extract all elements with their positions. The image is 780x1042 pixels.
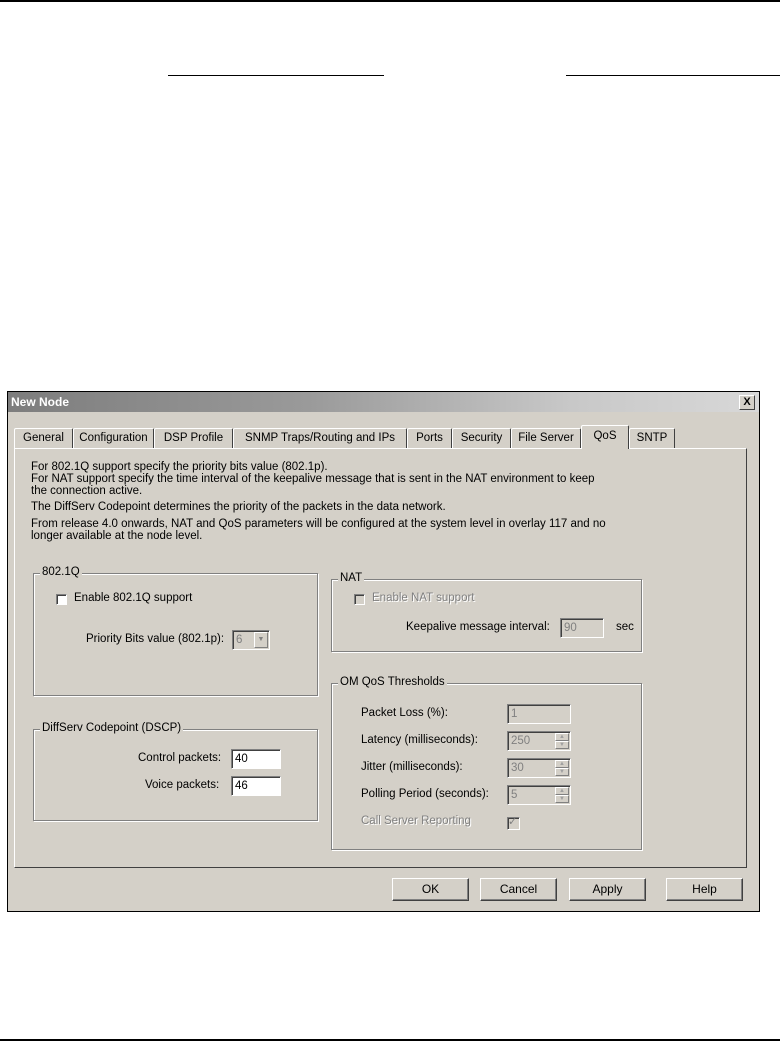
polling-spin-buttons[interactable]: ▲ ▼: [555, 787, 569, 803]
latency-value: 250: [511, 735, 531, 747]
cancel-button[interactable]: Cancel: [480, 878, 557, 901]
description-line-3: the connection active.: [31, 485, 143, 497]
priority-bits-label: Priority Bits value (802.1p):: [86, 633, 225, 645]
polling-period-spinner[interactable]: [507, 785, 571, 805]
dialog-title: New Node: [11, 395, 70, 409]
description-line-4: The DiffServ Codepoint determines the priority of the packets in the data network.: [31, 501, 446, 513]
enable-dot1q-label[interactable]: Enable 802.1Q support: [74, 592, 193, 604]
keepalive-unit: sec: [616, 621, 634, 633]
tab-configuration[interactable]: Configuration: [73, 428, 154, 448]
om-qos-group: [331, 676, 642, 850]
voice-packets-value: 46: [235, 780, 248, 792]
header-line-right: [566, 75, 780, 76]
tab-ports[interactable]: Ports: [407, 428, 452, 448]
tab-snmp-traps-routing[interactable]: SNMP Traps/Routing and IPs: [233, 428, 407, 448]
keepalive-label: Keepalive message interval:: [406, 621, 550, 633]
dot1q-legend: 802.1Q: [42, 566, 80, 578]
enable-nat-checkbox[interactable]: [354, 594, 365, 605]
voice-packets-label: Voice packets:: [145, 779, 220, 791]
top-rule: [0, 0, 780, 2]
jitter-label: Jitter (milliseconds):: [361, 761, 463, 773]
priority-bits-select[interactable]: [232, 630, 270, 650]
apply-button[interactable]: Apply: [569, 878, 646, 901]
enable-nat-label: Enable NAT support: [372, 592, 475, 604]
description-line-2: For NAT support specify the time interval of the keepalive message that is sent in the NAT environment to keep: [31, 473, 595, 485]
tab-file-server[interactable]: File Server: [511, 428, 581, 448]
latency-spinner[interactable]: [507, 731, 571, 751]
keepalive-input[interactable]: [560, 618, 604, 638]
ok-button[interactable]: OK: [392, 878, 469, 901]
chevron-down-icon[interactable]: ▼: [254, 632, 268, 648]
tab-security[interactable]: Security: [452, 428, 511, 448]
jitter-value: 30: [511, 762, 524, 774]
tab-general[interactable]: General: [14, 428, 73, 448]
tab-dsp-profile[interactable]: DSP Profile: [154, 428, 233, 448]
priority-bits-value: 6: [236, 634, 243, 646]
close-button[interactable]: X: [739, 395, 755, 410]
polling-period-value: 5: [511, 789, 518, 801]
packet-loss-input[interactable]: [507, 704, 571, 724]
tab-qos[interactable]: QoS: [581, 425, 629, 449]
call-server-reporting-checkbox[interactable]: [507, 817, 520, 830]
packet-loss-value: 1: [511, 708, 518, 720]
control-packets-value: 40: [235, 753, 248, 765]
latency-label: Latency (milliseconds):: [361, 734, 478, 746]
voice-packets-input[interactable]: [231, 776, 281, 796]
jitter-spin-buttons[interactable]: ▲ ▼: [555, 760, 569, 776]
description-line-5: From release 4.0 onwards, NAT and QoS parameters will be configured at the system level in overlay 117 and no: [31, 518, 606, 530]
header-line-left: [168, 75, 384, 76]
new-node-dialog: [7, 391, 760, 912]
om-qos-legend: OM QoS Thresholds: [340, 676, 445, 688]
help-button[interactable]: Help: [666, 878, 743, 901]
dot1q-group: [33, 566, 318, 696]
checkmark-icon: ✓: [508, 816, 518, 828]
title-bar[interactable]: [8, 392, 759, 412]
qos-panel: [14, 448, 747, 868]
control-packets-label: Control packets:: [138, 752, 222, 764]
tab-sntp[interactable]: SNTP: [629, 428, 675, 448]
packet-loss-label: Packet Loss (%):: [361, 707, 448, 719]
latency-spin-buttons[interactable]: ▲ ▼: [555, 733, 569, 749]
nat-legend: NAT: [340, 572, 363, 584]
control-packets-input[interactable]: [231, 749, 281, 769]
enable-dot1q-checkbox[interactable]: [56, 594, 67, 605]
call-server-reporting-label: Call Server Reporting: [361, 815, 471, 827]
polling-period-label: Polling Period (seconds):: [361, 788, 489, 800]
description-line-1: For 802.1Q support specify the priority bits value (802.1p).: [31, 461, 328, 473]
nat-group: [331, 572, 642, 652]
dscp-legend: DiffServ Codepoint (DSCP): [42, 722, 182, 734]
dscp-group: [33, 722, 318, 821]
jitter-spinner[interactable]: [507, 758, 571, 778]
description-line-6: longer available at the node level.: [31, 530, 203, 542]
bottom-rule: [0, 1039, 780, 1041]
keepalive-value: 90: [564, 622, 577, 634]
